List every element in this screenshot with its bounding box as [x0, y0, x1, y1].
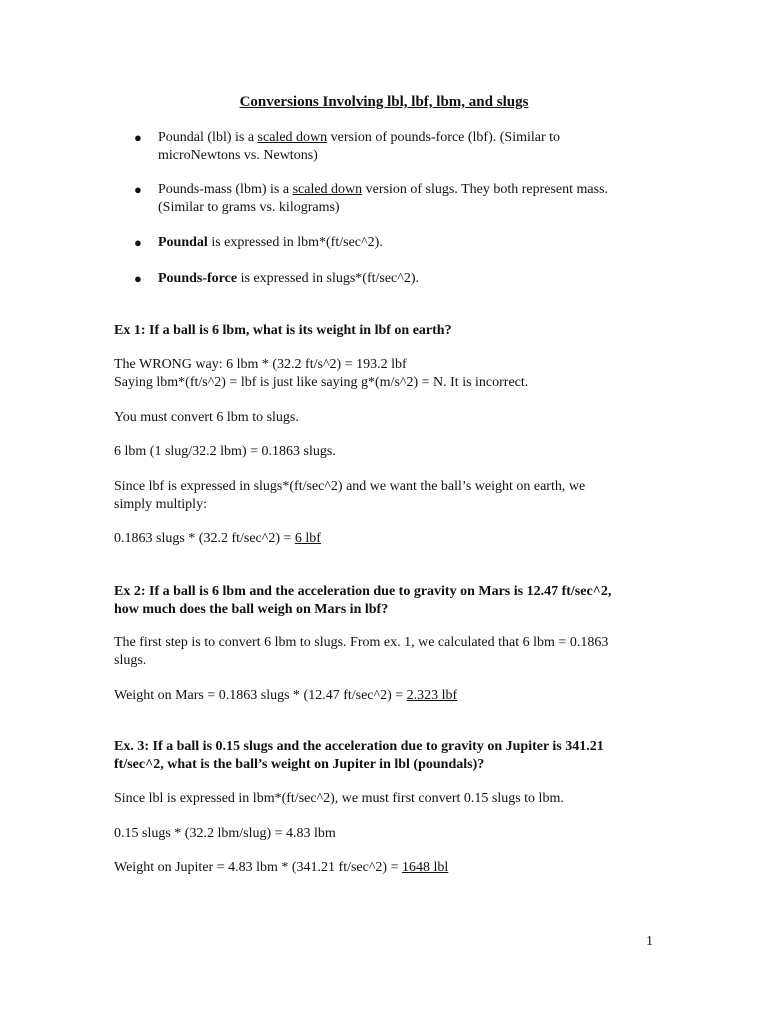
example-2-result-equation: Weight on Mars = 0.1863 slugs * (12.47 ft/sec^2) = — [114, 688, 407, 703]
example-1-heading: Ex 1: If a ball is 6 lbm, what is its weight in lbf on earth? — [114, 323, 452, 338]
example-1-since-line2: simply multiply: — [114, 497, 207, 512]
bullet-item-poundal — [158, 129, 678, 165]
example-1-conversion: 6 lbm (1 slug/32.2 lbm) = 0.1863 slugs. — [114, 444, 336, 459]
bullet-item-pounds-mass — [158, 181, 678, 217]
bullet-text: is expressed in slugs*(ft/sec^2). — [237, 271, 420, 286]
example-1-wrong-explanation: Saying lbm*(ft/s^2) = lbf is just like saying g*(m/s^2) = N. It is incorrect. — [114, 375, 529, 390]
example-1-answer: 6 lbf — [294, 531, 321, 546]
bullet-marker: ● — [134, 182, 142, 197]
example-3-answer: 1648 lbl — [401, 860, 449, 875]
example-1-since-line1: Since lbf is expressed in slugs*(ft/sec^2) and we want the ball’s weight on earth, we — [114, 479, 586, 494]
example-1-convert-note: You must convert 6 lbm to slugs. — [114, 410, 299, 425]
example-2-result-line — [114, 687, 674, 705]
bullet-text: version of pounds-force (lbf). (Similar to — [327, 130, 561, 145]
bullet-text: microNewtons vs. Newtons) — [158, 148, 318, 163]
underlined-phrase: scaled down — [292, 182, 363, 197]
bold-term: Pounds-force — [158, 271, 238, 286]
example-2-step-line2: slugs. — [114, 653, 147, 668]
bullet-marker: ● — [134, 235, 142, 250]
example-3-result-equation: Weight on Jupiter = 4.83 lbm * (341.21 ft/sec^2) = — [114, 860, 402, 875]
underlined-phrase: scaled down — [257, 130, 328, 145]
example-2-answer: 2.323 lbf — [406, 688, 458, 703]
example-1-result-line — [114, 530, 674, 548]
example-3-heading-line2: ft/sec^2, what is the ball’s weight on Jupiter in lbl (poundals)? — [114, 757, 485, 772]
page-title: Conversions Involving lbl, lbf, lbm, and slugs — [239, 94, 529, 110]
example-2-heading-line1: Ex 2: If a ball is 6 lbm and the acceleration due to gravity on Mars is 12.47 ft/sec^2, — [114, 584, 612, 599]
bullet-text: is expressed in lbm*(ft/sec^2). — [207, 235, 383, 250]
example-1-wrong-way: The WRONG way: 6 lbm * (32.2 ft/s^2) = 193.2 lbf — [114, 357, 407, 372]
page-number: 1 — [646, 934, 653, 949]
example-3-heading-line1: Ex. 3: If a ball is 0.15 slugs and the acceleration due to gravity on Jupiter is 341.21 — [114, 739, 604, 754]
bullet-text: Pounds-mass (lbm) is a — [158, 182, 293, 197]
example-3-result-line — [114, 859, 674, 877]
example-3-since: Since lbl is expressed in lbm*(ft/sec^2), we must first convert 0.15 slugs to lbm. — [114, 791, 564, 806]
bullet-text: (Similar to grams vs. kilograms) — [158, 200, 340, 215]
bullet-marker: ● — [134, 130, 142, 145]
example-2-step-line1: The first step is to convert 6 lbm to slugs. From ex. 1, we calculated that 6 lbm = 0.1863 — [114, 635, 609, 650]
bullet-item-pounds-force-units — [158, 270, 678, 288]
bullet-item-poundal-units — [158, 234, 678, 252]
example-3-conversion: 0.15 slugs * (32.2 lbm/slug) = 4.83 lbm — [114, 826, 336, 841]
example-1-result-equation: 0.1863 slugs * (32.2 ft/sec^2) = — [114, 531, 295, 546]
bullet-text: Poundal (lbl) is a — [158, 130, 258, 145]
bullet-text: version of slugs. They both represent mass. — [362, 182, 609, 197]
bold-term: Poundal — [158, 235, 208, 250]
bullet-marker: ● — [134, 271, 142, 286]
example-2-heading-line2: how much does the ball weigh on Mars in lbf? — [114, 602, 389, 617]
